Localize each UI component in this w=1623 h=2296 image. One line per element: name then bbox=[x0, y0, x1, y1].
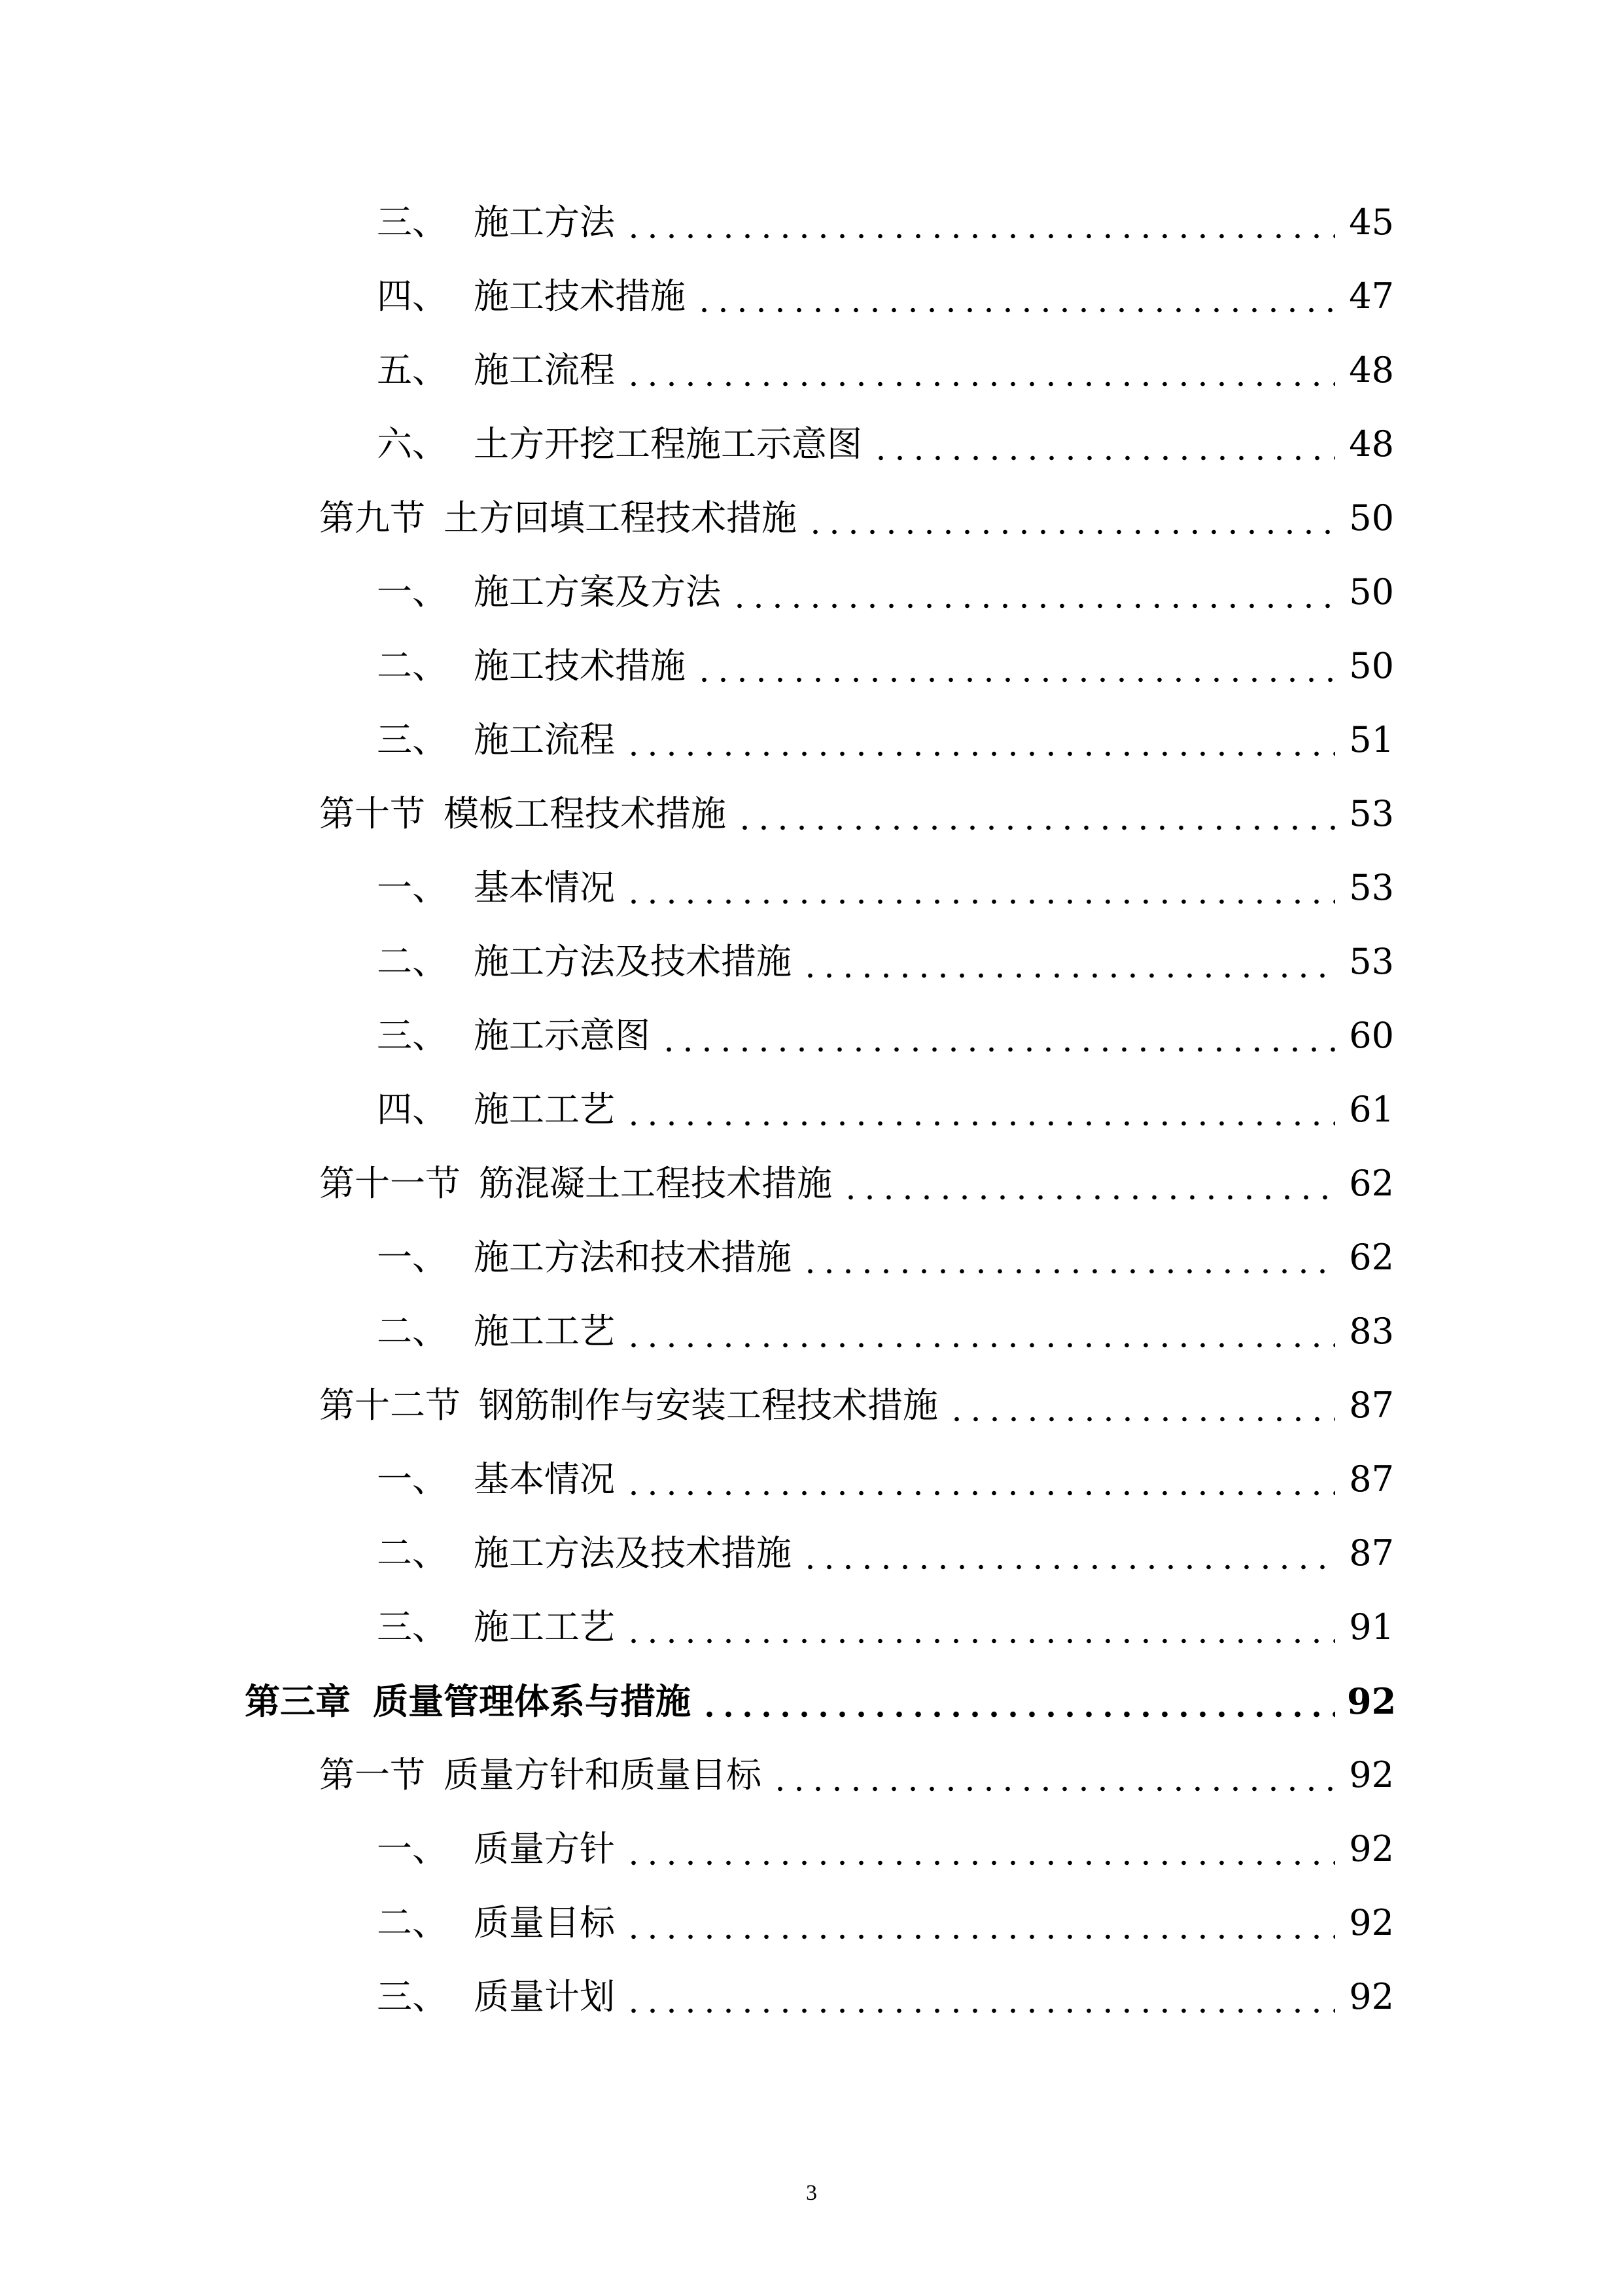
toc-entry[interactable] bbox=[319, 1151, 1394, 1216]
page-number: 3 bbox=[806, 2181, 817, 2205]
toc-entry[interactable] bbox=[377, 707, 1394, 773]
toc-entry-page: 61 bbox=[1349, 1089, 1394, 1130]
toc-entry-number: 二、 bbox=[377, 941, 447, 982]
toc-entry[interactable] bbox=[377, 1299, 1394, 1364]
toc-entry[interactable] bbox=[377, 412, 1394, 477]
toc-entry[interactable] bbox=[377, 1890, 1394, 1956]
toc-entry-page: 92 bbox=[1349, 1754, 1394, 1795]
dot-leader bbox=[806, 504, 1335, 540]
toc-entry-page: 87 bbox=[1349, 1532, 1394, 1574]
dot-leader bbox=[801, 948, 1335, 983]
toc-entry[interactable] bbox=[377, 190, 1394, 255]
toc-entry[interactable] bbox=[377, 1077, 1394, 1142]
toc-entry-number: 二、 bbox=[377, 645, 447, 686]
toc-entry[interactable] bbox=[377, 559, 1394, 625]
dot-leader bbox=[624, 874, 1335, 910]
toc-entry-number: 第九节 bbox=[319, 497, 425, 539]
toc-entry-page: 51 bbox=[1349, 719, 1394, 760]
toc-entry-page: 62 bbox=[1349, 1163, 1394, 1204]
toc-entry-title: 土方回填工程技术措施 bbox=[444, 497, 797, 539]
toc-entry-title: 施工流程 bbox=[474, 719, 615, 760]
toc-entry-number: 一、 bbox=[377, 1237, 447, 1278]
toc-entry-title: 施工技术措施 bbox=[474, 645, 686, 686]
toc-entry-page: 87 bbox=[1349, 1385, 1394, 1426]
toc-entry-number: 三、 bbox=[377, 1606, 447, 1648]
toc-entry-title: 质量方针 bbox=[474, 1828, 615, 1869]
dot-leader bbox=[624, 1096, 1335, 1131]
toc-entry-page: 62 bbox=[1349, 1237, 1394, 1278]
toc-entry-number: 二、 bbox=[377, 1532, 447, 1574]
toc-entry-page: 50 bbox=[1349, 497, 1394, 539]
toc-entry-title: 施工工艺 bbox=[474, 1606, 615, 1648]
toc-entry-title: 基本情况 bbox=[474, 1458, 615, 1500]
toc-entry-page: 92 bbox=[1349, 1828, 1394, 1869]
dot-leader bbox=[624, 357, 1335, 392]
dot-leader bbox=[801, 1540, 1335, 1575]
toc-entry[interactable] bbox=[377, 1003, 1394, 1069]
toc-entry-title: 土方开挖工程施工示意图 bbox=[474, 423, 862, 465]
toc-entry-number: 三、 bbox=[377, 202, 447, 243]
toc-entry[interactable] bbox=[377, 633, 1394, 699]
dot-leader bbox=[624, 1466, 1335, 1501]
toc-entry-title: 质量方针和质量目标 bbox=[444, 1754, 761, 1795]
toc-entry-page: 50 bbox=[1349, 645, 1394, 686]
dot-leader bbox=[695, 652, 1335, 688]
toc-entry-title: 施工方法 bbox=[474, 202, 615, 243]
toc-entry-title: 质量管理体系与措施 bbox=[373, 1680, 691, 1722]
toc-entry[interactable] bbox=[377, 338, 1394, 403]
toc-entry[interactable] bbox=[319, 1373, 1394, 1438]
toc-entry-title: 施工工艺 bbox=[474, 1089, 615, 1130]
toc-entry-number: 一、 bbox=[377, 1458, 447, 1500]
dot-leader bbox=[624, 1983, 1335, 2019]
toc-entry[interactable] bbox=[377, 1447, 1394, 1512]
toc-entry-page: 47 bbox=[1349, 275, 1394, 317]
toc-entry-title: 施工技术措施 bbox=[474, 275, 686, 317]
toc-entry[interactable] bbox=[377, 1816, 1394, 1882]
dot-leader bbox=[695, 283, 1335, 318]
toc-entry-number: 四、 bbox=[377, 275, 447, 317]
toc-entry[interactable] bbox=[377, 1964, 1394, 2030]
toc-entry[interactable] bbox=[377, 1595, 1394, 1660]
toc-entry[interactable] bbox=[377, 1225, 1394, 1290]
toc-entry[interactable] bbox=[377, 929, 1394, 995]
toc-entry-title: 施工示意图 bbox=[474, 1015, 650, 1056]
toc-entry-number: 五、 bbox=[377, 349, 447, 391]
toc-entry-title: 模板工程技术措施 bbox=[444, 793, 726, 834]
toc-entry-page: 92 bbox=[1349, 1902, 1394, 1943]
toc-entry-page: 91 bbox=[1349, 1606, 1394, 1648]
toc-entry-page: 53 bbox=[1349, 867, 1394, 908]
toc-entry-page: 48 bbox=[1349, 423, 1394, 465]
toc-entry-number: 第十一节 bbox=[319, 1163, 461, 1204]
dot-leader bbox=[841, 1170, 1335, 1205]
toc-entry-page: 45 bbox=[1349, 202, 1394, 243]
dot-leader bbox=[659, 1022, 1335, 1057]
dot-leader bbox=[624, 726, 1335, 762]
dot-leader bbox=[624, 1909, 1335, 1945]
toc-entry-number: 第一节 bbox=[319, 1754, 425, 1795]
toc-entry-title: 施工流程 bbox=[474, 349, 615, 391]
toc-entry-number: 一、 bbox=[377, 867, 447, 908]
dot-leader bbox=[700, 1687, 1335, 1723]
toc-entry[interactable] bbox=[377, 1521, 1394, 1586]
dot-leader bbox=[624, 209, 1335, 244]
dot-leader bbox=[871, 431, 1335, 466]
toc-entry-number: 二、 bbox=[377, 1902, 447, 1943]
toc-entry[interactable] bbox=[319, 1742, 1394, 1808]
toc-entry-title: 施工方法和技术措施 bbox=[474, 1237, 792, 1278]
toc-entry-title: 筋混凝土工程技术措施 bbox=[479, 1163, 832, 1204]
toc-entry-number: 第三章 bbox=[245, 1680, 351, 1722]
dot-leader bbox=[624, 1318, 1335, 1353]
toc-entry-page: 50 bbox=[1349, 571, 1394, 612]
toc-entry-title: 施工工艺 bbox=[474, 1311, 615, 1352]
dot-leader bbox=[624, 1835, 1335, 1871]
toc-entry-page: 53 bbox=[1349, 941, 1394, 982]
toc-entry-page: 60 bbox=[1349, 1015, 1394, 1056]
toc-entry-page: 92 bbox=[1347, 1680, 1397, 1722]
toc-entry-number: 四、 bbox=[377, 1089, 447, 1130]
toc-entry-title: 钢筋制作与安装工程技术措施 bbox=[479, 1385, 938, 1426]
toc-entry-title: 质量计划 bbox=[474, 1976, 615, 2017]
dot-leader bbox=[624, 1614, 1335, 1649]
toc-entry-title: 施工方法及技术措施 bbox=[474, 941, 792, 982]
toc-entry-title: 施工方法及技术措施 bbox=[474, 1532, 792, 1574]
dot-leader bbox=[771, 1761, 1335, 1797]
toc-entry-title: 施工方案及方法 bbox=[474, 571, 721, 612]
toc-entry-number: 一、 bbox=[377, 1828, 447, 1869]
toc-entry[interactable] bbox=[377, 855, 1394, 921]
toc-entry-title: 质量目标 bbox=[474, 1902, 615, 1943]
toc-entry-number: 六、 bbox=[377, 423, 447, 465]
toc-entry-number: 第十二节 bbox=[319, 1385, 461, 1426]
toc-entry[interactable] bbox=[319, 486, 1394, 551]
toc-entry-number: 三、 bbox=[377, 1976, 447, 2017]
toc-entry-title: 基本情况 bbox=[474, 867, 615, 908]
toc-entry-page: 53 bbox=[1349, 793, 1394, 834]
toc-entry-number: 三、 bbox=[377, 1015, 447, 1056]
toc-entry-page: 92 bbox=[1349, 1976, 1394, 2017]
toc-entry-number: 第十节 bbox=[319, 793, 425, 834]
toc-entry-number: 三、 bbox=[377, 719, 447, 760]
toc-entry[interactable] bbox=[319, 781, 1394, 847]
dot-leader bbox=[947, 1392, 1335, 1427]
dot-leader bbox=[730, 578, 1335, 614]
toc-entry[interactable] bbox=[377, 264, 1394, 329]
toc-entry-page: 83 bbox=[1349, 1311, 1394, 1352]
dot-leader bbox=[735, 800, 1335, 836]
toc-entry-number: 二、 bbox=[377, 1311, 447, 1352]
toc-entry-number: 一、 bbox=[377, 571, 447, 612]
toc-entry-page: 48 bbox=[1349, 349, 1394, 391]
toc-entry-page: 87 bbox=[1349, 1458, 1394, 1500]
toc-entry[interactable] bbox=[245, 1669, 1397, 1734]
dot-leader bbox=[801, 1244, 1335, 1279]
